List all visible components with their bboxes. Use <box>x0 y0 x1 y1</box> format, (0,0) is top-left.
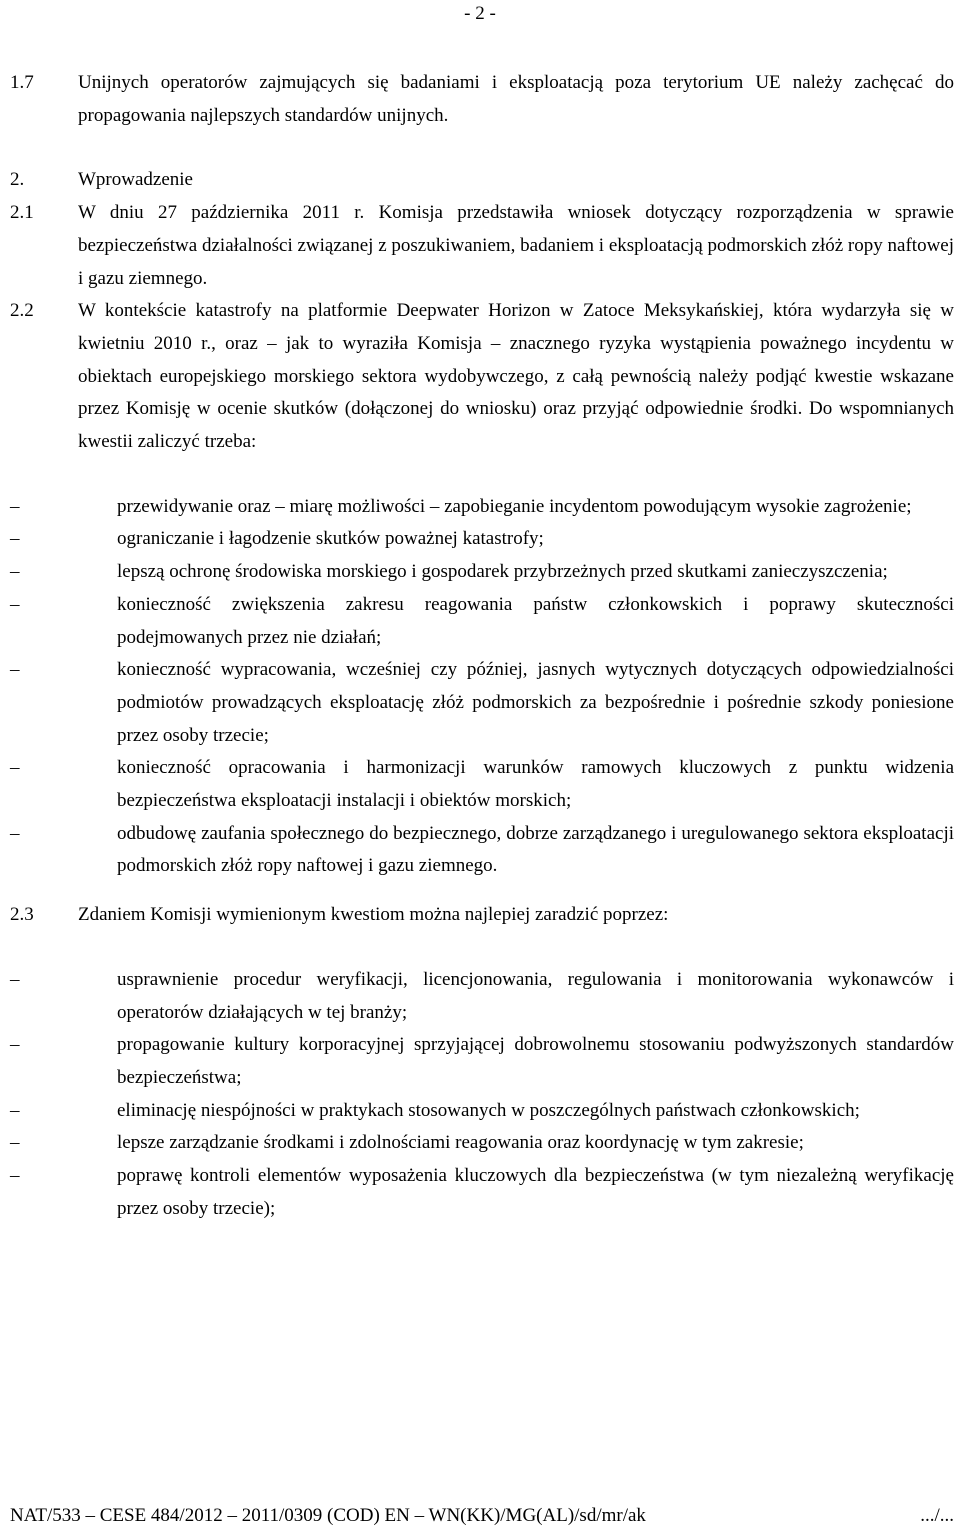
list-item: – przewidywanie oraz – miarę możliwości – zapobieganie incydentom powodującym wysokie zagrożenie; <box>10 491 954 524</box>
paragraph-number: 2.2 <box>10 300 34 322</box>
paragraph-2-3 <box>10 899 954 932</box>
section-number: 2. <box>10 169 25 191</box>
list-item: – ograniczanie i łagodzenie skutków poważnej katastrofy; <box>10 523 954 556</box>
paragraph-number: 2.3 <box>10 904 34 926</box>
dash-bullet: – <box>10 593 20 615</box>
list-item: – poprawę kontroli elementów wyposażenia kluczowych dla bezpieczeństwa (w tym niezależną weryfikację przez osoby trzecie); <box>10 1160 954 1225</box>
paragraph-text: Unijnych operatorów zajmujących się badaniami i eksploatacją poza terytorium UE należy zachęcać do propagowania najlepszych standardów unijnych. <box>78 72 954 126</box>
dash-bullet: – <box>10 561 20 583</box>
dash-bullet: – <box>10 528 20 550</box>
list-item: – konieczność zwiększenia zakresu reagowania państw członkowskich i poprawy skuteczności podejmowanych przez nie działań; <box>10 589 954 654</box>
paragraph-1-7 <box>10 67 954 132</box>
document-reference: NAT/533 – CESE 484/2012 – 2011/0309 (COD) EN – WN(KK)/MG(AL)/sd/mr/ak <box>10 1505 646 1526</box>
paragraph-number: 2.1 <box>10 202 34 224</box>
continuation-mark: .../... <box>920 1505 954 1526</box>
section-heading <box>10 164 954 197</box>
list-item: – lepszą ochronę środowiska morskiego i gospodarek przybrzeżnych przed skutkami zanieczyszczenia; <box>10 556 954 589</box>
dash-bullet: – <box>10 822 20 844</box>
dash-bullet: – <box>10 495 20 517</box>
dash-bullet: – <box>10 1132 20 1154</box>
dash-bullet: – <box>10 757 20 779</box>
paragraph-2-1 <box>10 197 954 295</box>
document-body <box>10 67 954 1226</box>
list-item: – propagowanie kultury korporacyjnej sprzyjającej dobrowolnemu stosowaniu podwyższonych standardów bezpieczeństwa; <box>10 1029 954 1094</box>
list-item: – odbudowę zaufania społecznego do bezpiecznego, dobrze zarządzanego i uregulowanego sektora eksploatacji podmorskich złóż ropy naftowej i gazu ziemnego. <box>10 818 954 883</box>
paragraph-text: W dniu 27 października 2011 r. Komisja przedstawiła wniosek dotyczący rozporządzenia w sprawie bezpieczeństwa działalności związanej z poszukiwaniem, badaniem i eksploatacją podmorskich złóż ropy naftowej i gazu ziemnego. <box>78 202 954 289</box>
paragraph-number: 1.7 <box>10 72 34 93</box>
page-footer <box>10 1500 954 1533</box>
measures-list <box>10 964 954 1226</box>
list-item: – konieczność opracowania i harmonizacji warunków ramowych kluczowych z punktu widzenia bezpieczeństwa eksploatacji instalacji i obiektów morskich; <box>10 752 954 817</box>
paragraph-text: Zdaniem Komisji wymienionym kwestiom można najlepiej zaradzić poprzez: <box>78 904 669 926</box>
dash-bullet: – <box>10 659 20 681</box>
dash-bullet: – <box>10 968 20 990</box>
paragraph-text: W kontekście katastrofy na platformie Deepwater Horizon w Zatoce Meksykańskiej, która wydarzyła się w kwietniu 2010 r., oraz – jak to wyraziła Komisja – znacznego ryzyka wystąpienia poważnego incydentu w obiektach europejskiego morskiego sektora wydobywczego, z całą pewnością należy podjąć kwestie wskazane przez Komisję w ocenie skutków (dołączonej do wniosku) oraz przyjąć odpowiednie środki. Do wspomnianych kwestii zaliczyć trzeba: <box>78 300 954 453</box>
issues-list <box>10 491 954 883</box>
paragraph-2-2 <box>10 295 954 459</box>
list-item: – eliminację niespójności w praktykach stosowanych w poszczególnych państwach członkowskich; <box>10 1095 954 1128</box>
list-item: – usprawnienie procedur weryfikacji, licencjonowania, regulowania i monitorowania wykonawców i operatorów działających w tej branży; <box>10 964 954 1029</box>
section-title: Wprowadzenie <box>78 169 193 191</box>
dash-bullet: – <box>10 1034 20 1056</box>
dash-bullet: – <box>10 1165 20 1187</box>
dash-bullet: – <box>10 1099 20 1121</box>
list-item: – konieczność wypracowania, wcześniej czy później, jasnych wytycznych dotyczących odpowiedzialności podmiotów prowadzących eksploatację złóż podmorskich za bezpośrednie i pośrednie szkody poniesione przez osoby trzecie; <box>10 654 954 752</box>
page-number: - 2 - <box>464 3 496 24</box>
list-item: – lepsze zarządzanie środkami i zdolnościami reagowania oraz koordynację w tym zakresie; <box>10 1127 954 1160</box>
